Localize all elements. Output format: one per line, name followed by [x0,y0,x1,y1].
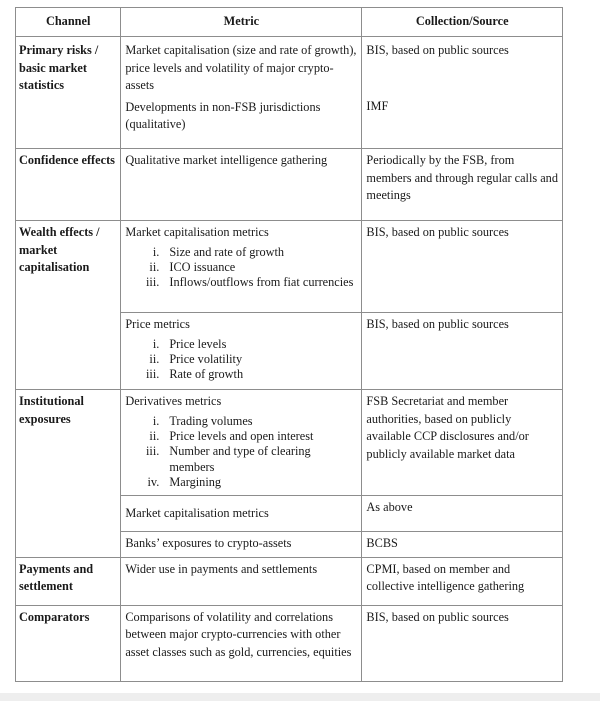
list-item: i. Price levels [152,336,227,351]
source-text: BIS, based on public sources [366,43,509,57]
row-payments-settlement [16,557,563,605]
row-wealth-effects [16,221,563,313]
row-primary-risks [16,37,563,149]
metric-list [125,245,357,291]
channel-cell: Primary risks / basic market statistics [16,37,121,149]
metric-cell: Qualitative market intelligence gathering [121,149,362,221]
source-cell: BIS, based on public sources [362,221,563,313]
source-cell: Periodically by the FSB, from members and through regular calls and meetings [362,149,563,221]
metric-cell: Comparisons of volatility and correlations between major crypto-currencies with other asset classes such as gold, currencies, equities [121,605,362,681]
metric-cell: Banks’ exposures to crypto-assets [121,531,362,557]
row-confidence-effects [16,149,563,221]
list-item: i. Size and rate of growth [152,244,285,259]
channel-cell: Payments and settlement [16,557,121,605]
header-metric: Metric [121,8,362,37]
source-cell: As above [362,495,563,531]
header-channel: Channel [16,8,121,37]
metric-cell [121,221,362,313]
metric-cell: Wider use in payments and settlements [121,557,362,605]
list-item: iii. Number and type of clearing members [146,444,311,474]
channel-cell: Institutional exposures [16,390,121,558]
source-cell: CPMI, based on member and collective intelligence gathering [362,557,563,605]
page-bottom-band [0,693,600,701]
metric-list [125,337,357,383]
list-item: ii. ICO issuance [149,259,236,274]
source-cell [362,37,563,149]
metric-block-title: Market capitalisation metrics [125,225,269,239]
metric-block-title: Price metrics [125,317,190,331]
source-text: IMF [366,98,389,113]
metric-cell: Market capitalisation metrics [121,495,362,531]
channel-cell: Wealth effects / market capitalisation [16,221,121,390]
monitoring-table [15,7,563,682]
header-row [16,8,563,37]
channel-cell: Confidence effects [16,149,121,221]
metric-cell [121,313,362,390]
list-item: iv. Margining [147,475,222,490]
metric-list [125,414,357,491]
metric-cell [121,390,362,496]
list-item: iii. Inflows/outflows from fiat currencies [146,275,354,290]
metric-block-title: Derivatives metrics [125,394,222,408]
list-item: iii. Rate of growth [146,367,244,382]
list-item: ii. Price levels and open interest [149,428,314,443]
metric-text: Developments in non-FSB jurisdictions (qualitative) [125,99,321,131]
metric-cell [121,37,362,149]
source-cell: BCBS [362,531,563,557]
channel-cell: Comparators [16,605,121,681]
header-source: Collection/Source [362,8,563,37]
source-cell: BIS, based on public sources [362,605,563,681]
metric-text: Market capitalisation (size and rate of growth), price levels and volatility of major crypto-assets [125,43,357,92]
list-item: ii. Price volatility [149,351,243,366]
row-comparators [16,605,563,681]
source-cell: BIS, based on public sources [362,313,563,390]
row-institutional-exposures [16,390,563,496]
list-item: i. Trading volumes [152,413,253,428]
source-cell: FSB Secretariat and member authorities, based on publicly available CCP disclosures and/or publicly available market data [362,390,563,496]
